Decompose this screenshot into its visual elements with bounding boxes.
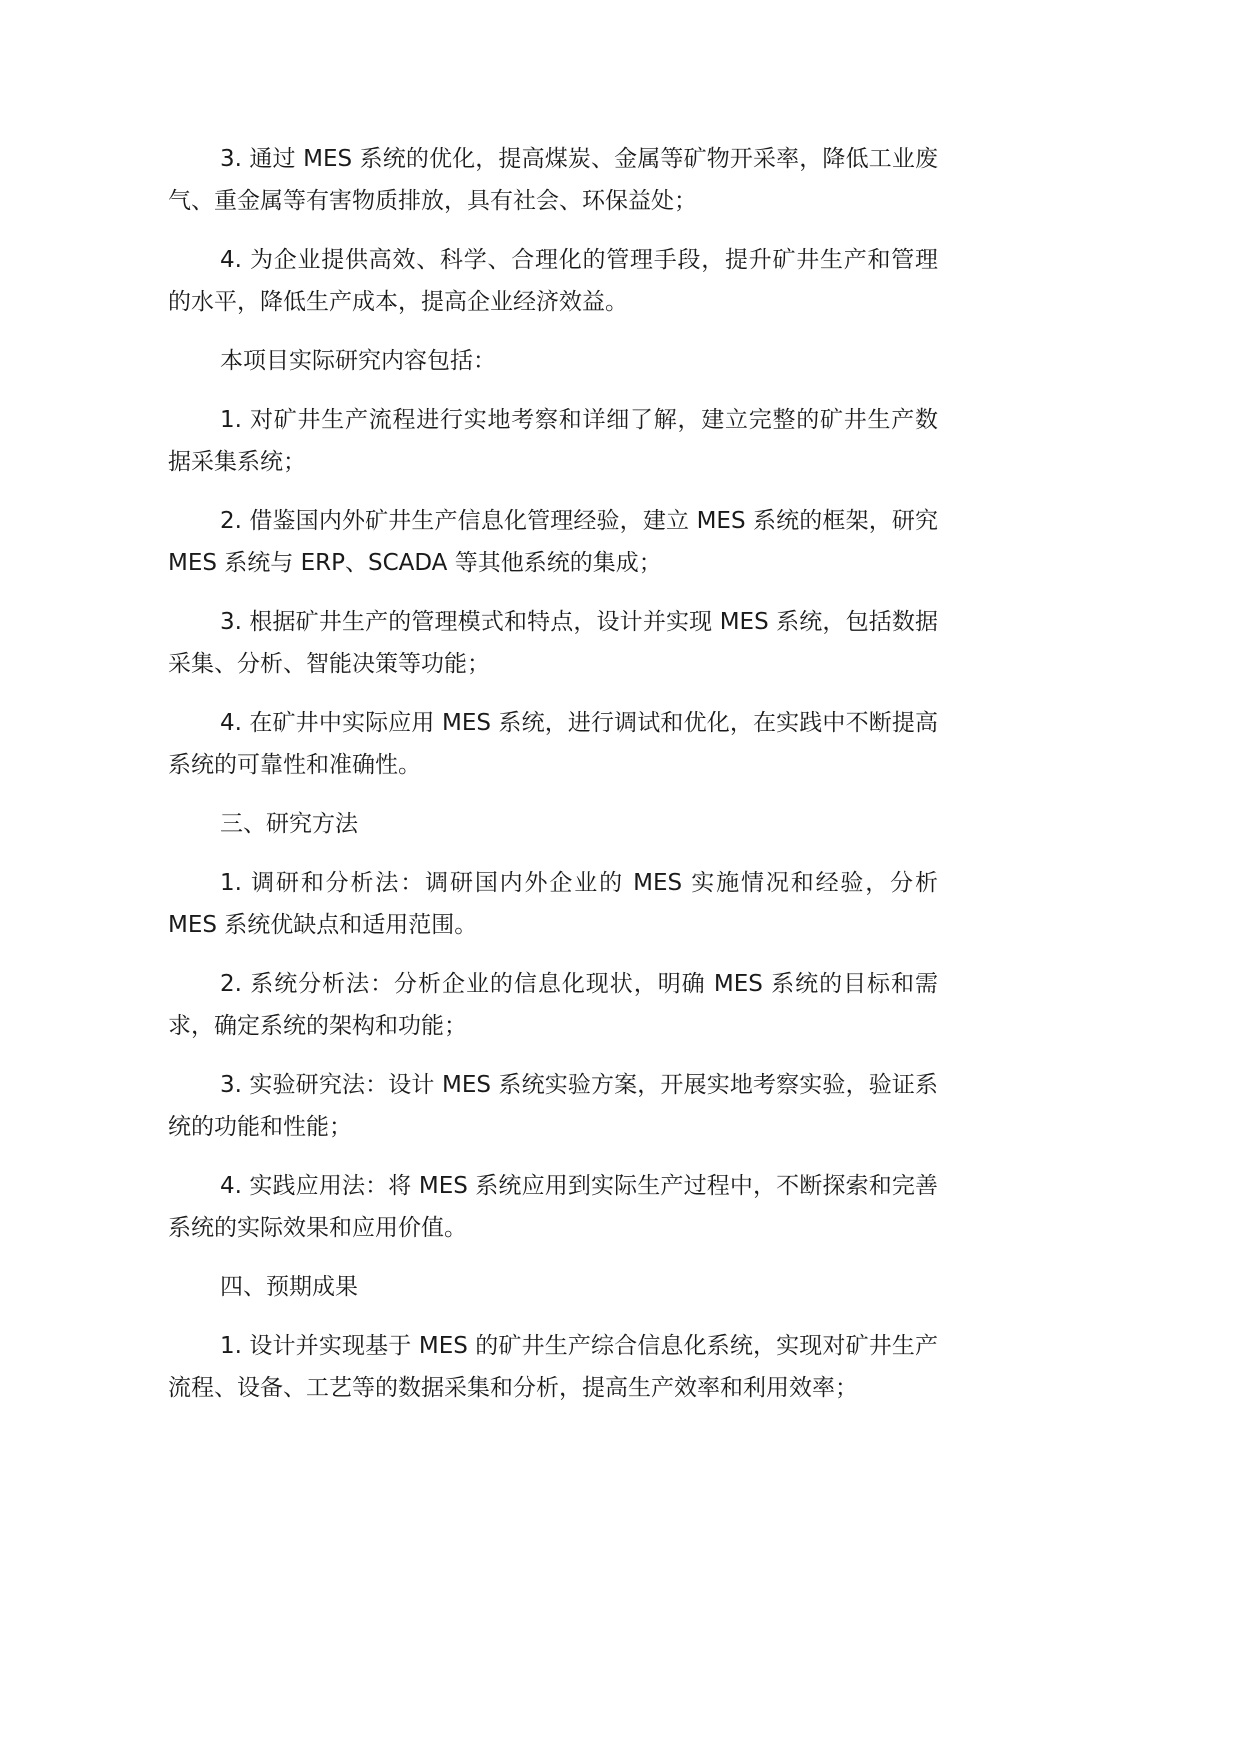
paragraph-goal-3: 3. 通过 MES 系统的优化，提高煤炭、金属等矿物开采率，降低工业废气、重金属等有害物质排放，具有社会、环保益处； xyxy=(168,146,938,214)
paragraph-content-2: 2. 借鉴国内外矿井生产信息化管理经验，建立 MES 系统的框架，研究 MES 系统与 ERP、SCADA 等其他系统的集成； xyxy=(168,508,938,576)
document-page xyxy=(168,138,938,1426)
paragraph-method-1: 1. 调研和分析法：调研国内外企业的 MES 实施情况和经验，分析 MES 系统优缺点和适用范围。 xyxy=(168,870,938,938)
paragraph-method-2: 2. 系统分析法：分析企业的信息化现状，明确 MES 系统的目标和需求，确定系统的架构和功能； xyxy=(168,971,938,1039)
section-heading-methods: 三、研究方法 xyxy=(220,811,358,837)
paragraph-content-1: 1. 对矿井生产流程进行实地考察和详细了解，建立完整的矿井生产数据采集系统； xyxy=(168,407,938,475)
paragraph-goal-4: 4. 为企业提供高效、科学、合理化的管理手段，提升矿井生产和管理的水平，降低生产成本，提高企业经济效益。 xyxy=(168,247,938,315)
section-heading-outcomes: 四、预期成果 xyxy=(220,1274,358,1300)
paragraph-content-4: 4. 在矿井中实际应用 MES 系统，进行调试和优化，在实践中不断提高系统的可靠性和准确性。 xyxy=(168,710,938,778)
paragraph-research-intro: 本项目实际研究内容包括： xyxy=(220,348,496,374)
paragraph-outcome-1: 1. 设计并实现基于 MES 的矿井生产综合信息化系统，实现对矿井生产流程、设备、工艺等的数据采集和分析，提高生产效率和利用效率； xyxy=(168,1333,938,1401)
paragraph-content-3: 3. 根据矿井生产的管理模式和特点，设计并实现 MES 系统，包括数据采集、分析、智能决策等功能； xyxy=(168,609,938,677)
paragraph-method-3: 3. 实验研究法：设计 MES 系统实验方案，开展实地考察实验，验证系统的功能和性能； xyxy=(168,1072,938,1140)
paragraph-method-4: 4. 实践应用法：将 MES 系统应用到实际生产过程中，不断探索和完善系统的实际效果和应用价值。 xyxy=(168,1173,938,1241)
